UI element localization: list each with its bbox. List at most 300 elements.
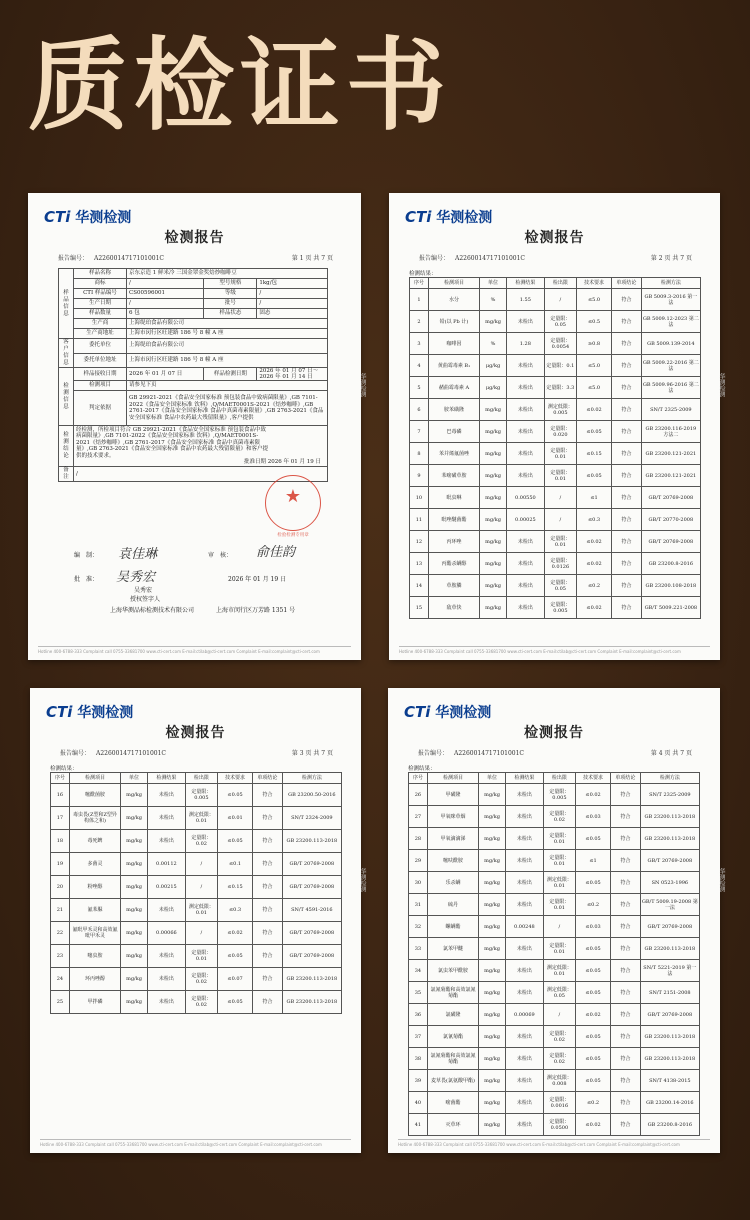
table-cell: / (543, 916, 575, 938)
approver-signature: 吴秀宏 (116, 570, 156, 585)
table-cell: 定量限：0.01 (544, 531, 576, 553)
table-cell: 符合 (253, 784, 283, 807)
column-header: 序号 (409, 773, 428, 784)
table-cell: GB 23200.113-2018 (640, 828, 699, 850)
table-cell: 苯并烯氟菌唑 (428, 443, 479, 465)
table-cell: 定量限：0.020 (544, 421, 576, 443)
table-cell: 定量限：0.005 (544, 597, 576, 619)
table-cell: GB 23200.113-2018 (640, 806, 699, 828)
field-label: 生产商地址 (74, 329, 127, 339)
table-cell: GB 23200.113-2018 (282, 968, 341, 991)
table-cell: 未检出 (506, 872, 544, 894)
result-label: 检测结果： (50, 766, 78, 772)
field-label: 等级 (204, 289, 257, 299)
table-cell: 毒死蜱 (69, 830, 120, 853)
table-cell: 未检出 (148, 899, 186, 922)
table-cell: 22 (51, 922, 70, 945)
table-cell: 未检出 (507, 553, 545, 575)
table-cell: GB/T 20770-2008 (641, 509, 700, 531)
table-cell: 符合 (253, 945, 283, 968)
table-cell: 19 (51, 853, 70, 876)
table-cell: mg/kg (479, 916, 506, 938)
table-cell: 定量限：0.02 (543, 806, 575, 828)
section-conclusion: 检测结论 (59, 426, 74, 467)
table-cell: / (544, 289, 576, 311)
table-cell: 符合 (611, 1092, 641, 1114)
table-cell: ≤0.5 (577, 311, 612, 333)
table-row (410, 311, 701, 333)
table-cell: 3 (410, 333, 429, 355)
table-cell: mg/kg (480, 531, 507, 553)
table-cell: mg/kg (480, 575, 507, 597)
table-cell: 测定低限：0.008 (543, 1070, 575, 1092)
report-no: A2260014717101001C (454, 750, 525, 757)
approver-title: 授权签字人 (130, 596, 161, 603)
field-label: 样品数量 (74, 309, 127, 319)
table-row (410, 465, 701, 487)
table-cell: 未检出 (506, 938, 544, 960)
table-cell: mg/kg (480, 311, 507, 333)
field-value: 1kg/包 (257, 279, 328, 289)
table-cell: ≤0.02 (218, 922, 253, 945)
table-row (409, 1114, 700, 1136)
table-row (51, 899, 342, 922)
table-cell: mg/kg (121, 784, 148, 807)
table-cell: 符合 (253, 899, 283, 922)
remark-value: / (74, 467, 328, 482)
table-cell: 未检出 (507, 575, 545, 597)
field-label: 委托单位 (74, 339, 127, 354)
column-header: 检测结果 (506, 773, 544, 784)
table-cell: SN/T 2325-2009 (640, 784, 699, 806)
table-cell: ≤0.05 (576, 960, 611, 982)
table-cell: GB 23200.113-2018 (282, 991, 341, 1014)
table-cell: 定量限：0.01 (543, 938, 575, 960)
page-indicator: 第 3 页 共 7 页 (291, 750, 333, 757)
table-cell: 螺螨酯 (427, 916, 478, 938)
table-cell: 0.00025 (507, 509, 545, 531)
table-cell: 15 (410, 597, 429, 619)
field-value: / (127, 279, 204, 289)
table-cell: 符合 (611, 1004, 641, 1026)
table-cell: SN/T 2324-2009 (282, 807, 341, 830)
table-row (51, 991, 342, 1014)
field-value: 请参见下页 (127, 381, 328, 391)
cti-logo (46, 702, 133, 722)
table-row (409, 916, 700, 938)
table-cell: GB 23200.116-2019 方法二 (641, 421, 700, 443)
table-cell: 乐杀螨 (427, 872, 478, 894)
table-row (51, 830, 342, 853)
table-cell: 21 (51, 899, 70, 922)
table-cell: mg/kg (121, 876, 148, 899)
table-cell: 嘧菌酯 (427, 1092, 478, 1114)
table-cell: 符合 (253, 807, 283, 830)
table-cell: GB/T 20769-2008 (282, 876, 341, 899)
table-cell: 测定低限：0.05 (543, 982, 575, 1004)
table-cell: mg/kg (479, 1048, 506, 1070)
report-page-1 (28, 193, 366, 660)
table-cell: mg/kg (479, 982, 506, 1004)
table-cell: 测定低限：0.01 (543, 872, 575, 894)
table-cell: mg/kg (479, 806, 506, 828)
table-cell: 定量限：0.0500 (543, 1114, 575, 1136)
column-header: 检出限 (185, 773, 217, 784)
table-cell: 定量限：0.02 (543, 1026, 575, 1048)
table-cell: mg/kg (121, 899, 148, 922)
report-page-3 (30, 688, 366, 1153)
report-no-label: 报告编号： (60, 750, 91, 757)
approver-name: 吴秀宏 (134, 587, 153, 594)
report-meta (60, 748, 333, 757)
table-cell: ≤0.05 (218, 945, 253, 968)
table-cell: GB/T 20769-2008 (641, 487, 700, 509)
column-header: 检测结果 (507, 278, 545, 289)
table-cell: GB 23200.113-2018 (640, 938, 699, 960)
table-cell: 符合 (612, 355, 642, 377)
table-cell: 0.00550 (507, 487, 545, 509)
table-cell: 9 (410, 465, 429, 487)
table-cell: GB 23200.121-2021 (641, 443, 700, 465)
table-cell: mg/kg (479, 1114, 506, 1136)
table-cell: 毒虫畏(Z型和Z型异构体之和) (69, 807, 120, 830)
table-cell: 23 (51, 945, 70, 968)
table-cell: GB/T 20769-2008 (641, 531, 700, 553)
field-value: 2026 年 01 月 07 日 (127, 368, 204, 381)
table-cell: 氯苯甲醚 (427, 938, 478, 960)
table-cell: 30 (409, 872, 428, 894)
table-cell: 32 (409, 916, 428, 938)
field-label: 检测项目 (74, 381, 127, 391)
conclusion-text: 经检测，所检项目符合 GB 29921-2021《食品安全国家标准 预包装食品中致病菌限量》,GB 7101-2022《食品安全国家标准 饮料》,Q/MAET0001S-2021《焙炒咖啡》,GB 2761-2017《食品安全国家标准 食品中真菌毒素限量》,GB 2763-2021《食品安全国家标准 食品中农药最大残留限量》和客户提供的技术要求。 (76, 426, 269, 459)
field-label: 样品状态 (204, 309, 257, 319)
table-cell: 测定低限：0.01 (185, 899, 217, 922)
table-cell: 符合 (612, 487, 642, 509)
table-cell: 6 (410, 399, 429, 421)
table-cell: 符合 (253, 876, 283, 899)
table-cell: 符合 (611, 784, 641, 806)
table-cell: 未检出 (507, 399, 545, 421)
table-cell: 未检出 (507, 531, 545, 553)
table-row (410, 289, 701, 311)
table-cell: 麦草畏(氯氨酸甲酯) (427, 1070, 478, 1092)
table-row (409, 1070, 700, 1092)
table-cell: 氯氰菊酯和高效氯氰菊酯 (427, 1048, 478, 1070)
field-value: / (257, 299, 328, 309)
table-cell: ≤0.01 (218, 807, 253, 830)
table-cell: 符合 (253, 968, 283, 991)
table-cell: 甲磺隆 (427, 784, 478, 806)
table-cell: ≤0.3 (577, 509, 612, 531)
table-cell: 测定低限：0.01 (185, 807, 217, 830)
column-header: 检出限 (544, 278, 576, 289)
report-meta (58, 253, 333, 262)
table-row (410, 553, 701, 575)
table-cell: GB 5009.139-2014 (641, 333, 700, 355)
table-cell: 13 (410, 553, 429, 575)
table-cell: 0.00069 (506, 1004, 544, 1026)
table-cell: SN/T 2151-2008 (640, 982, 699, 1004)
table-cell: ≤0.05 (218, 784, 253, 807)
field-value: 2026 年 01 月 07 日～2026 年 01 月 14 日 (257, 368, 328, 381)
reviewer-signature: 俞佳韵 (256, 545, 296, 560)
table-cell: mg/kg (121, 945, 148, 968)
table-cell: 氯磺隆 (427, 1004, 478, 1026)
approve-date: 批准日期 2026 年 01 月 19 日 (244, 459, 321, 465)
table-cell: GB/T 5009.221-2008 (641, 597, 700, 619)
table-cell: 符合 (611, 1026, 641, 1048)
table-cell: % (480, 289, 507, 311)
field-label: 委托单位地址 (74, 353, 127, 368)
table-cell: GB 23200.14-2016 (640, 1092, 699, 1114)
page-indicator: 第 2 页 共 7 页 (650, 255, 692, 262)
table-cell: 符合 (611, 894, 641, 916)
table-cell: 未检出 (506, 850, 544, 872)
result-label: 检测结果： (408, 766, 436, 772)
report-page-4 (388, 688, 725, 1153)
watermark: 华测检测 (359, 868, 366, 892)
page-footer: Hotline 400-6788-333 Complaint call 0755-33681700 www.cti-cert.com E-mail:ctilab@cti-cert.com Complaint E-mail:complaint@cti-cert.com (398, 1139, 710, 1147)
table-cell: 符合 (611, 982, 641, 1004)
field-value: 上海缇珀食品有限公司 (127, 319, 328, 329)
table-cell: 氯虫苯甲酰胺 (427, 960, 478, 982)
table-cell: 0.00066 (148, 922, 186, 945)
table-cell: 符合 (612, 289, 642, 311)
section-sample: 样品信息 (59, 269, 74, 339)
table-cell: 符合 (612, 333, 642, 355)
table-row (51, 807, 342, 830)
table-cell: 5 (410, 377, 429, 399)
table-row (410, 487, 701, 509)
logo-mark: CTi (46, 703, 73, 721)
table-cell: 未检出 (506, 828, 544, 850)
table-cell: GB/T 20769-2008 (640, 916, 699, 938)
table-row (409, 894, 700, 916)
table-cell: 符合 (611, 960, 641, 982)
table-cell: 符合 (611, 1070, 641, 1092)
table-cell: 未检出 (506, 982, 544, 1004)
table-cell: 36 (409, 1004, 428, 1026)
table-cell: 28 (409, 828, 428, 850)
table-row (409, 806, 700, 828)
table-cell: ≤0.05 (576, 1070, 611, 1092)
table-cell: 环丙唑醇 (69, 968, 120, 991)
table-cell: 1 (410, 289, 429, 311)
field-label: 生产日期 (74, 299, 127, 309)
table-cell: mg/kg (121, 853, 148, 876)
author-signature: 袁佳琳 (118, 547, 158, 562)
field-label: 样品检测日期 (204, 368, 257, 381)
watermark: 华测检测 (718, 868, 725, 892)
field-label: 商标 (74, 279, 127, 289)
table-cell: 定量限：0.01 (544, 443, 576, 465)
approver-label: 批 准： (74, 576, 99, 583)
watermark: 华测检测 (359, 373, 366, 397)
table-cell: 咖啡因 (428, 333, 479, 355)
column-header: 序号 (51, 773, 70, 784)
table-cell: 未检出 (148, 968, 186, 991)
table-cell: GB 23200.121-2021 (641, 465, 700, 487)
table-cell: 未检出 (507, 355, 545, 377)
results-table (408, 772, 700, 1136)
table-cell: 未检出 (148, 830, 186, 853)
seal-label: 检验检测专用章 (277, 533, 309, 538)
table-cell: 符合 (611, 1114, 641, 1136)
table-cell: 甲氧滴滴涕 (427, 828, 478, 850)
table-row (409, 960, 700, 982)
table-cell: 噻酰菌胺 (69, 784, 120, 807)
table-row (51, 945, 342, 968)
logo-mark: CTi (44, 208, 71, 226)
table-cell: 定量限：0.02 (185, 830, 217, 853)
table-cell: 未检出 (507, 597, 545, 619)
table-cell: 17 (51, 807, 70, 830)
table-cell: GB 23200.113-2018 (640, 1048, 699, 1070)
report-no: A2260014717101001C (96, 750, 167, 757)
table-cell: 符合 (253, 830, 283, 853)
table-cell: 1.55 (507, 289, 545, 311)
report-no: A2260014717101001C (455, 255, 526, 262)
report-page-2 (389, 193, 725, 660)
table-cell: 甲拌磷 (69, 991, 120, 1014)
table-cell: ≤0.02 (577, 597, 612, 619)
table-cell: mg/kg (121, 922, 148, 945)
results-table (409, 277, 701, 619)
table-cell: mg/kg (479, 894, 506, 916)
table-cell: mg/kg (479, 960, 506, 982)
table-cell: 11 (410, 509, 429, 531)
field-value: 京东京造 1 鲜米冷 三国金罩金奖焙炒咖啡豆 (127, 269, 328, 279)
table-cell: mg/kg (479, 1004, 506, 1026)
table-row (409, 784, 700, 806)
table-cell: GB 23200.8-2016 (641, 553, 700, 575)
table-cell: / (543, 1004, 575, 1026)
table-cell: ≤0.02 (576, 1004, 611, 1026)
table-row (409, 850, 700, 872)
table-cell: 定量限：0.0054 (544, 333, 576, 355)
report-title: 检测报告 (524, 230, 585, 246)
table-cell: GB 23200.113-2018 (640, 1026, 699, 1048)
table-cell: ≤0.02 (577, 553, 612, 575)
report-no-label: 报告编号： (418, 750, 449, 757)
table-cell: 符合 (612, 465, 642, 487)
table-cell: mg/kg (121, 968, 148, 991)
table-cell: / (185, 853, 217, 876)
table-cell: 符合 (612, 311, 642, 333)
table-cell: ≥0.8 (577, 333, 612, 355)
table-cell: μg/kg (480, 355, 507, 377)
table-cell: SN 0523-1996 (640, 872, 699, 894)
logo-name: 华测检测 (436, 210, 493, 226)
table-cell: 多菌灵 (69, 853, 120, 876)
table-cell: 符合 (612, 443, 642, 465)
table-cell: 未检出 (507, 311, 545, 333)
table-cell: ≤0.02 (576, 1114, 611, 1136)
table-cell: 测定低限：0.005 (544, 399, 576, 421)
table-cell: ≤0.02 (577, 531, 612, 553)
column-header: 检测项目 (69, 773, 120, 784)
field-label: CTI 样品编号 (74, 289, 127, 299)
column-header: 单位 (121, 773, 148, 784)
table-cell: GB/T 20769-2008 (282, 853, 341, 876)
table-cell: 41 (409, 1114, 428, 1136)
table-row (51, 876, 342, 899)
column-header: 技术要求 (218, 773, 253, 784)
table-cell: 符合 (611, 872, 641, 894)
field-label: 型号规格 (204, 279, 257, 289)
table-cell: 符合 (611, 938, 641, 960)
table-cell: mg/kg (121, 807, 148, 830)
table-cell: 定量限：0.05 (544, 311, 576, 333)
table-cell: 未检出 (506, 1048, 544, 1070)
table-row (409, 1026, 700, 1048)
column-header: 检测项目 (428, 278, 479, 289)
table-row (410, 597, 701, 619)
table-cell: 赭曲霉毒素 A (428, 377, 479, 399)
approver-date: 2026 年 01 月 19 日 (228, 576, 287, 583)
table-cell: GB 5009.96-2016 第二法 (641, 377, 700, 399)
table-cell: 未检出 (506, 960, 544, 982)
column-header: 检出限 (543, 773, 575, 784)
table-row (410, 443, 701, 465)
table-cell: 符合 (611, 1048, 641, 1070)
table-cell: 10 (410, 487, 429, 509)
table-cell: 定量限：0.005 (543, 784, 575, 806)
table-cell: ≤0.2 (576, 894, 611, 916)
table-cell: GB/T 20769-2008 (640, 1004, 699, 1026)
table-cell: 27 (409, 806, 428, 828)
field-value: 固态 (257, 309, 328, 319)
table-cell: ≤0.02 (577, 399, 612, 421)
field-label: 生产商 (74, 319, 127, 329)
section-remark: 备注 (59, 467, 74, 482)
table-cell: mg/kg (121, 991, 148, 1014)
table-cell: 未检出 (148, 807, 186, 830)
table-cell: 定量限：0.02 (185, 968, 217, 991)
table-row (410, 333, 701, 355)
table-cell: 14 (410, 575, 429, 597)
table-cell: 符合 (611, 828, 641, 850)
table-cell: 氟苯脲 (69, 899, 120, 922)
sample-info-table (58, 268, 328, 482)
table-cell: 18 (51, 830, 70, 853)
table-cell: ≤0.03 (576, 916, 611, 938)
table-cell: 8 (410, 443, 429, 465)
table-cell: 巴毒磷 (428, 421, 479, 443)
table-cell: 氟吡甲禾灵和高效氟吡甲禾灵 (69, 922, 120, 945)
table-row (51, 784, 342, 807)
cti-logo (404, 702, 491, 722)
table-row (409, 938, 700, 960)
table-cell: 符合 (253, 922, 283, 945)
table-cell: 定量限：0.02 (543, 1048, 575, 1070)
table-cell: GB 23200.8-2016 (640, 1114, 699, 1136)
table-cell: mg/kg (479, 938, 506, 960)
table-cell: 26 (409, 784, 428, 806)
table-cell: 未检出 (506, 894, 544, 916)
table-cell: ≤0.2 (577, 575, 612, 597)
table-cell: ≤5.0 (577, 355, 612, 377)
table-cell: ≤1 (576, 850, 611, 872)
report-title: 检测报告 (524, 725, 584, 741)
field-value: / (127, 299, 204, 309)
table-row (409, 1048, 700, 1070)
table-cell: SN/T 2325-2009 (641, 399, 700, 421)
field-value: / (257, 289, 328, 299)
table-cell: GB/T 20769-2008 (282, 922, 341, 945)
table-cell: 37 (409, 1026, 428, 1048)
field-value: 上海市闵行区旺建路 186 号 8 幢 A 座 (127, 329, 328, 339)
